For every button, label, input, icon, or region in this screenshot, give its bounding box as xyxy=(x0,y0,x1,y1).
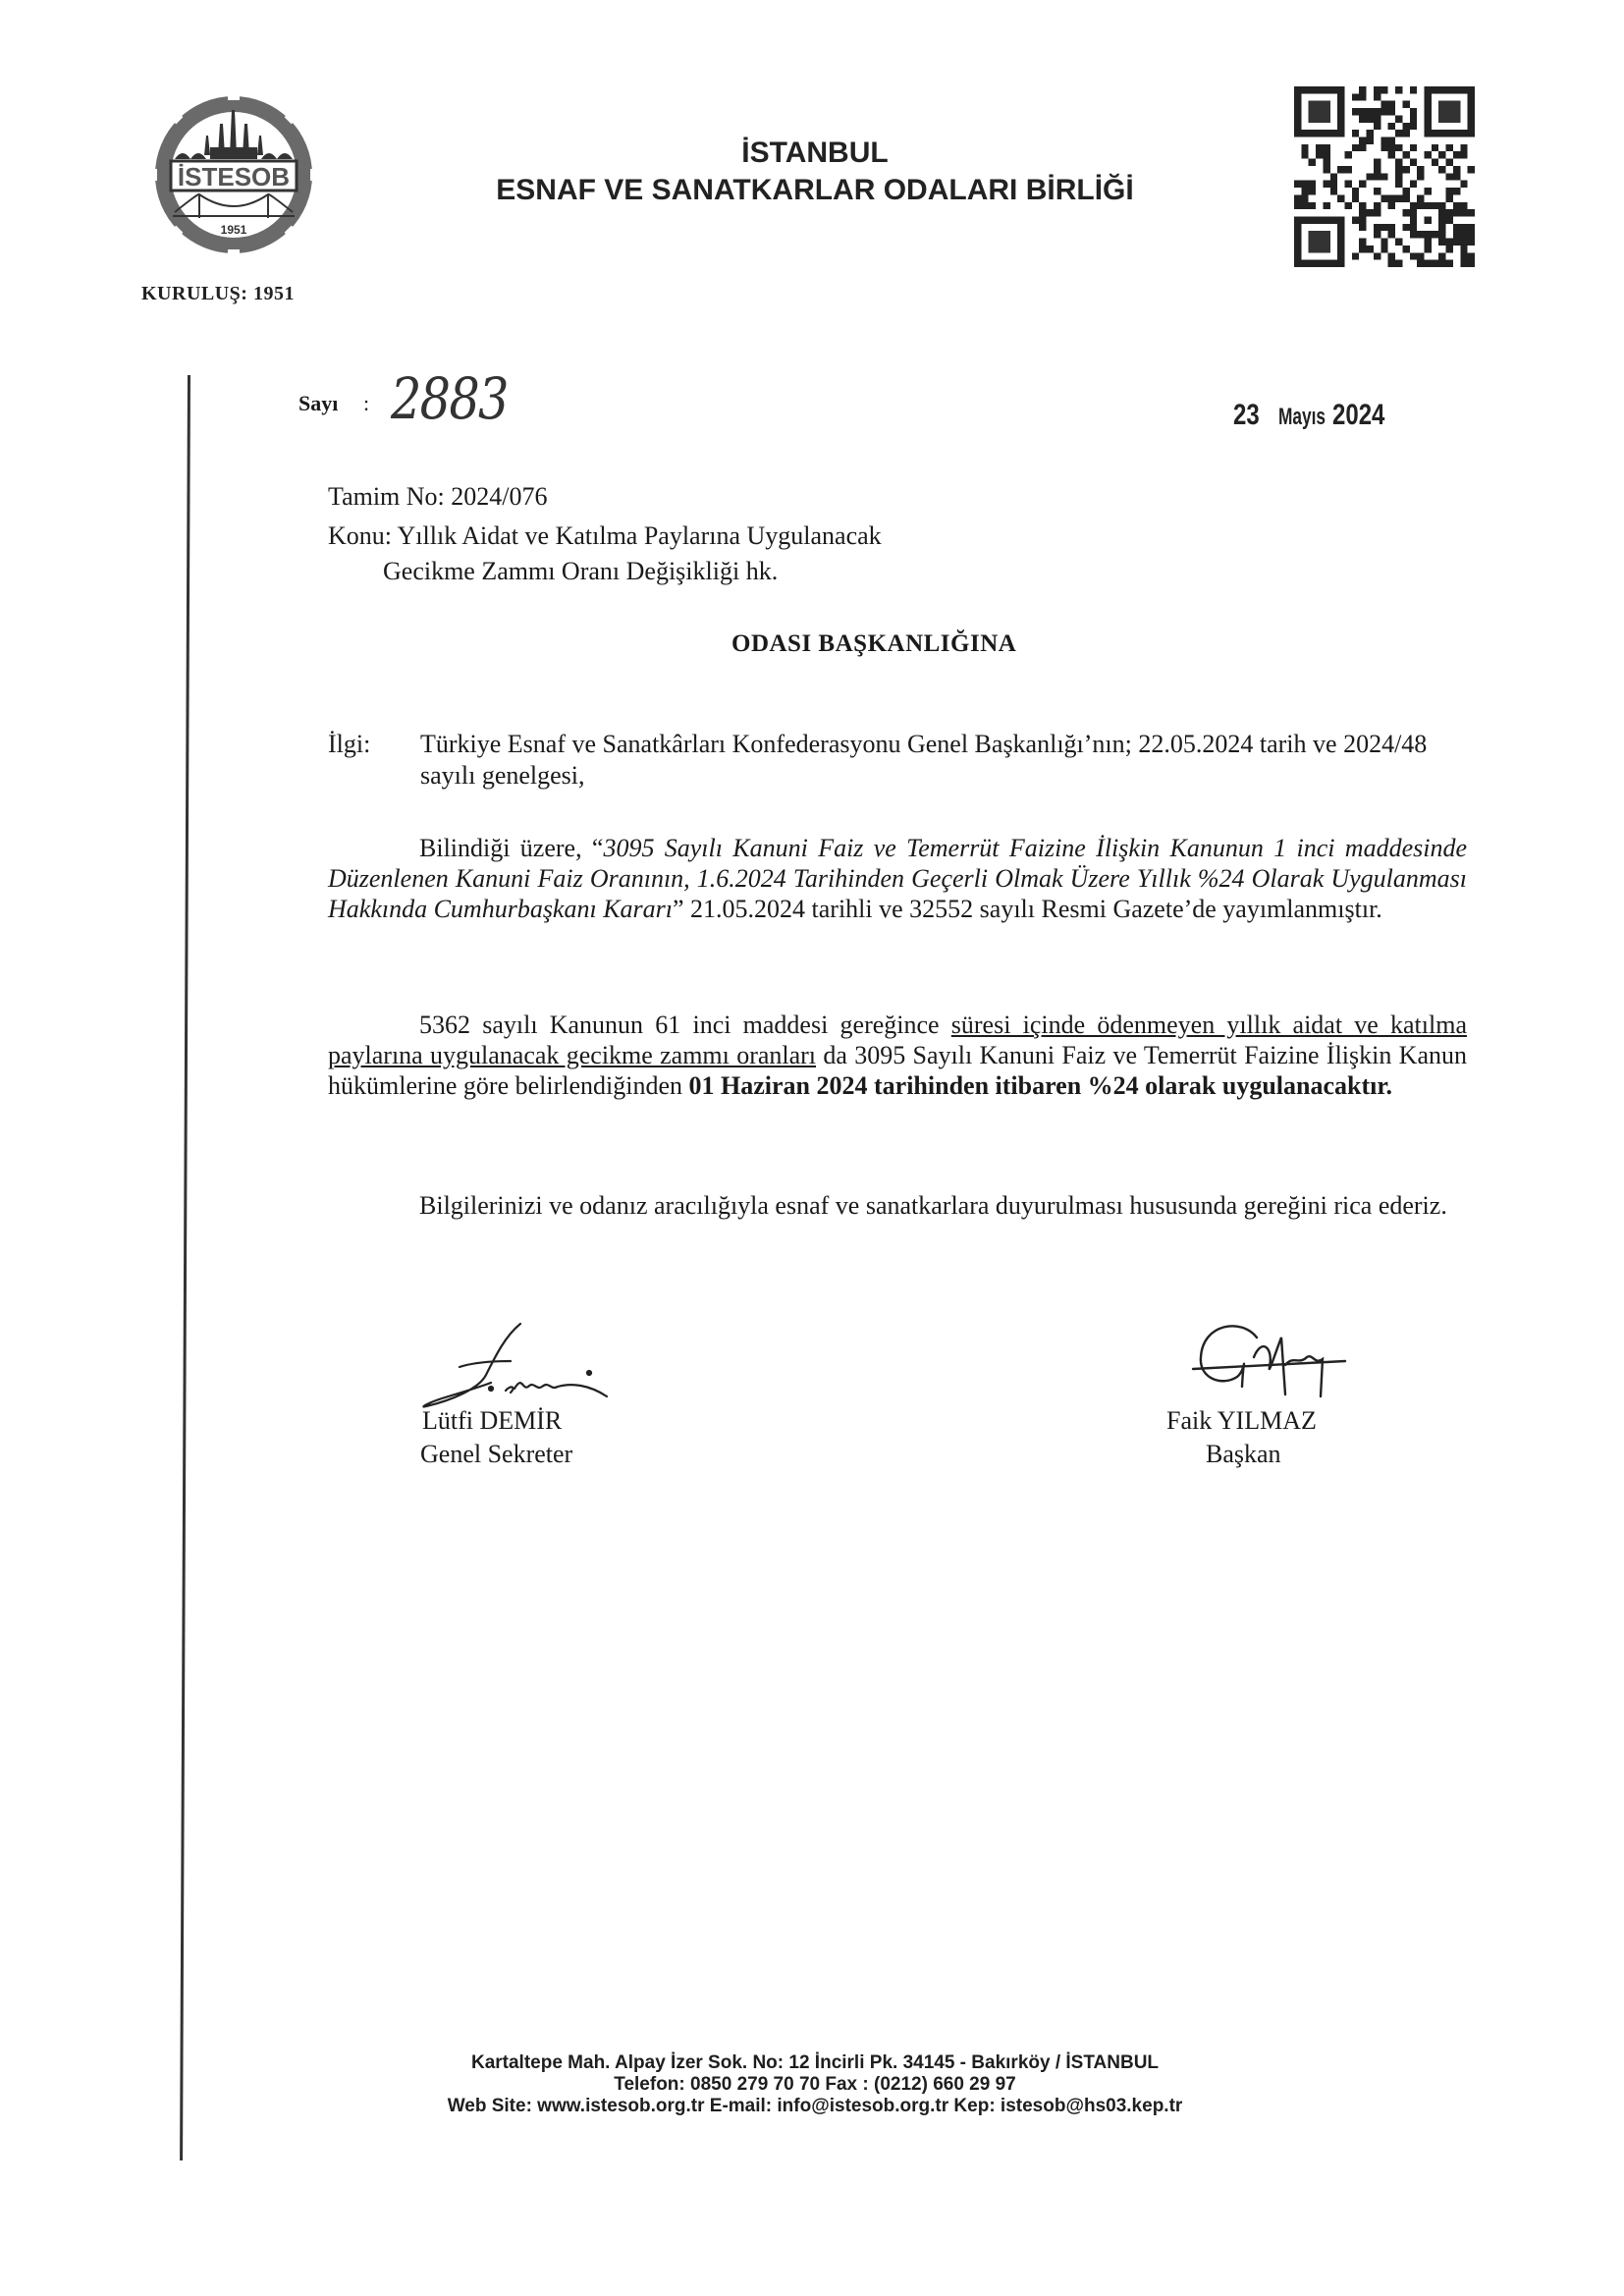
reference-note-text: Türkiye Esnaf ve Sanatkârları Konfederasyonu Genel Başkanlığı’nın; 22.05.2024 tarih ve 2024/48 sayılı genelgesi, xyxy=(420,730,1428,790)
handwritten-document-number: 2883 xyxy=(391,365,508,432)
istesob-logo xyxy=(145,90,322,259)
signature-1-icon xyxy=(412,1316,628,1414)
date-year: 2024 xyxy=(1331,399,1385,431)
founded-year: KURULUŞ: 1951 xyxy=(141,283,295,304)
date-month: Mayıs xyxy=(1277,404,1326,430)
signature-2-icon xyxy=(1183,1318,1360,1406)
p1-decree-title: 3095 Sayılı Kanuni Faiz ve Temerrüt Faizine İlişkin Kanunun 1 inci maddesinde Düzenlenen Kanuni Faiz Oranının, 1.6.2024 Tarihinden Geçerli Olmak Üzere Yıllık %24 Olarak Uygulanması Hakkında Cumhurbaşkanı Kararı xyxy=(328,834,1467,923)
paragraph-3: Bilgilerinizi ve odanız aracılığıyla esnaf ve sanatkarlara duyurulması hususunda gereğini rica ederiz. xyxy=(419,1191,1447,1220)
footer-phone-fax: Telefon: 0850 279 70 70 Fax : (0212) 660 29 97 xyxy=(614,2074,1016,2095)
number-colon: : xyxy=(363,391,370,415)
margin-line xyxy=(180,375,190,2160)
date-day: 23 xyxy=(1233,399,1260,431)
logo-text: İSTESOB xyxy=(177,162,291,191)
date-stamp xyxy=(1233,399,1398,432)
reference-note-label: İlgi: xyxy=(328,730,371,758)
subject-line-2: Gecikme Zammı Oranı Değişikliği hk. xyxy=(383,557,779,585)
footer-address: Kartaltepe Mah. Alpay İzer Sok. No: 12 İncirli Pk. 34145 - Bakırköy / İSTANBUL xyxy=(470,2052,1160,2073)
paragraph-1 xyxy=(328,833,1467,924)
circular-number: Tamim No: 2024/076 xyxy=(328,482,548,511)
addressee: ODASI BAŞKANLIĞINA xyxy=(731,630,1017,657)
p1-intro: Bilindiği üzere, “ xyxy=(419,834,604,862)
signatory-2-name: Faik YILMAZ xyxy=(1166,1406,1317,1435)
p2-mid: da 3095 Sayılı Kanuni Faiz ve Temerrüt Faizine İlişkin Kanun hükümlerine göre belirlendiğinden xyxy=(328,1041,1467,1100)
org-title-line2: ESNAF VE SANATKARLAR ODALARI BİRLİĞİ xyxy=(496,174,1134,206)
signatory-1-title: Genel Sekreter xyxy=(420,1440,573,1468)
number-label: Sayı xyxy=(298,391,339,415)
footer-web-email: Web Site: www.istesob.org.tr E-mail: info@istesob.org.tr Kep: istesob@hs03.kep.tr xyxy=(447,2096,1183,2116)
organization-title xyxy=(432,136,1198,210)
footer-contact xyxy=(334,2052,1296,2117)
org-title-line1: İSTANBUL xyxy=(741,137,889,169)
paragraph-2 xyxy=(328,1010,1467,1101)
p1-rest: ” 21.05.2024 tarihli ve 32552 sayılı Resmi Gazete’de yayımlanmıştır. xyxy=(673,895,1382,923)
subject-line-1: Konu: Yıllık Aidat ve Katılma Paylarına Uygulanacak xyxy=(328,521,882,550)
p2-intro: 5362 sayılı Kanunun 61 inci maddesi gereğince xyxy=(419,1011,951,1039)
signatory-1-name: Lütfi DEMİR xyxy=(422,1406,563,1435)
logo-year: 1951 xyxy=(220,223,247,237)
signatory-2-title: Başkan xyxy=(1206,1440,1281,1468)
p2-bold: 01 Haziran 2024 tarihinden itibaren %24 olarak uygulanacaktır. xyxy=(688,1071,1393,1100)
qr-code-icon[interactable] xyxy=(1294,86,1475,267)
p2-underlined: süresi içinde ödenmeyen yıllık aidat ve katılma paylarına uygulanacak gecikme zammı oranları xyxy=(328,1011,1467,1069)
